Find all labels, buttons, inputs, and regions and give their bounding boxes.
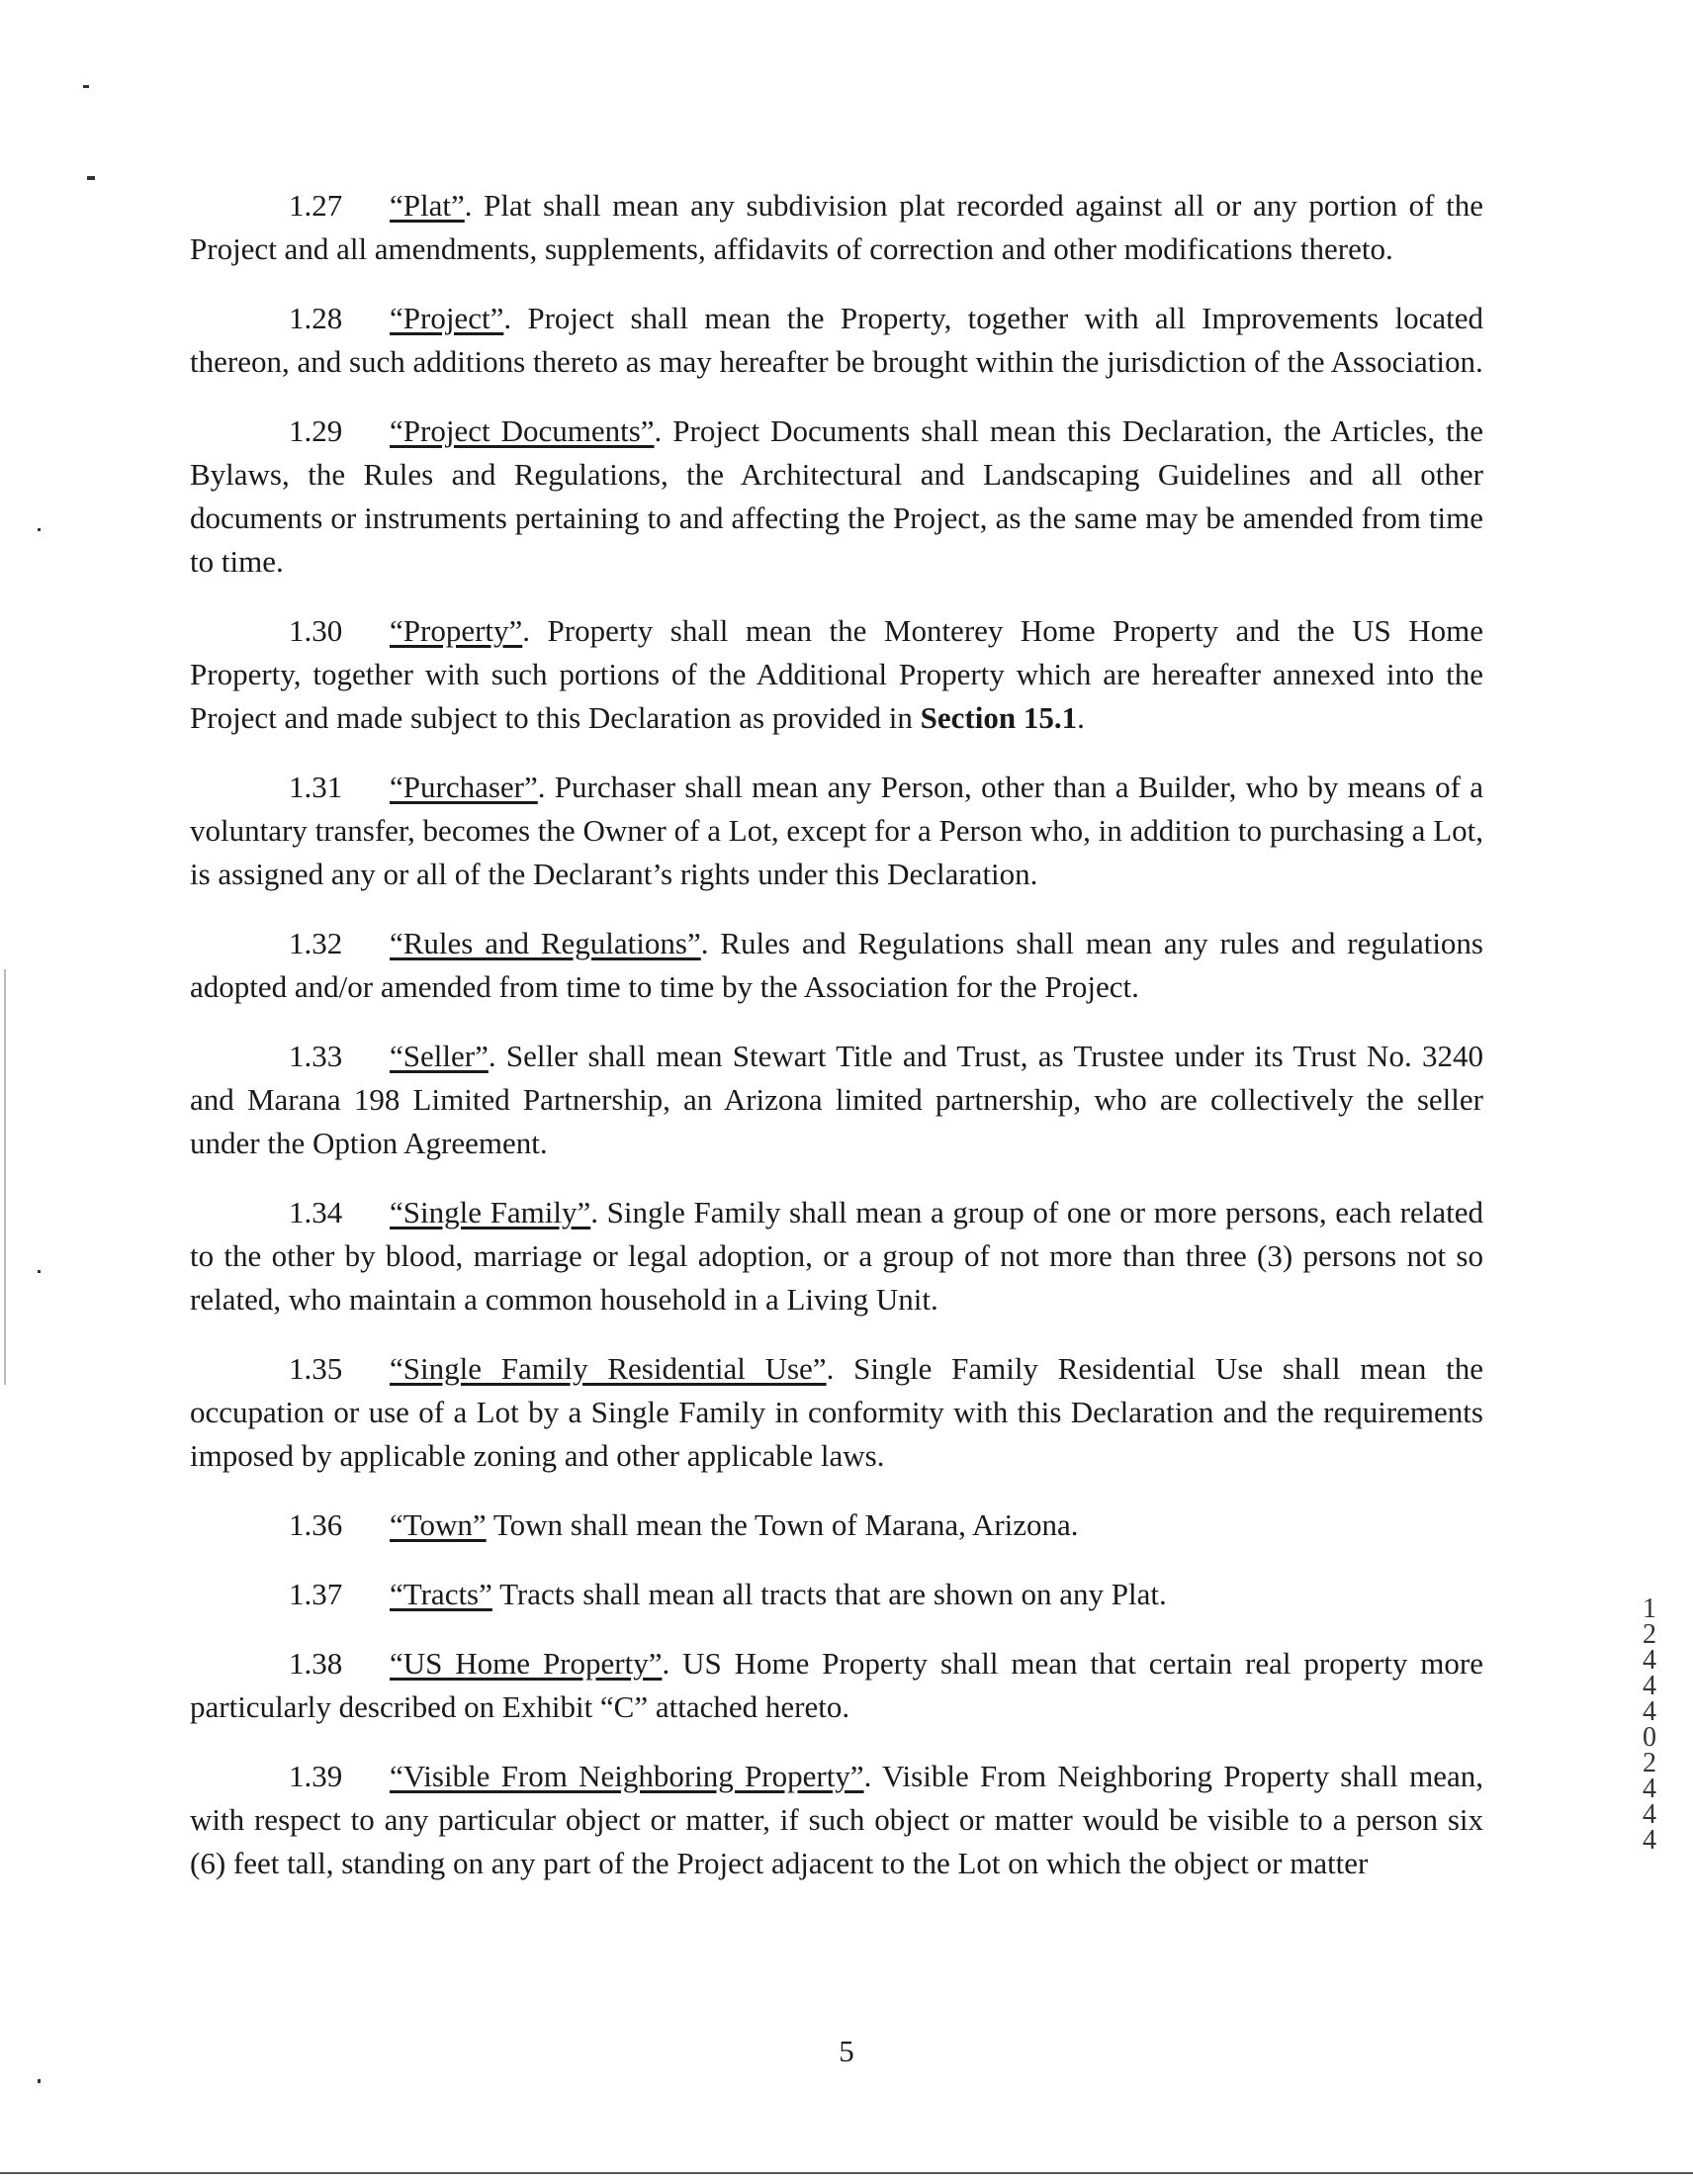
scan-speck: [87, 176, 95, 180]
defined-term: “US Home Property”: [390, 1646, 663, 1681]
defined-term: “Rules and Regulations”: [390, 926, 701, 960]
defined-term: “Project Documents”: [390, 413, 655, 448]
docket-digit: 4: [1643, 1774, 1656, 1804]
section-reference: Section 15.1: [920, 700, 1078, 735]
definition-paragraph: [190, 609, 1483, 740]
defined-term: “Purchaser”: [390, 770, 538, 804]
definition-text: Tracts shall mean all tracts that are shown on any Plat.: [491, 1577, 1167, 1611]
definition-paragraph: [190, 1573, 1483, 1616]
definition-text: . Property shall mean the Monterey Home Property and the US Home Property, together with such portions of the Additional Property which are hereafter annexed into the Project and made subject to this Declaration as provided in: [190, 613, 1483, 735]
docket-digit: 1: [1643, 1593, 1656, 1624]
docket-digit: 0: [1643, 1722, 1656, 1753]
definition-paragraph: [190, 410, 1483, 584]
definition-paragraph: [190, 766, 1483, 896]
definition-paragraph: [190, 1191, 1483, 1321]
definition-paragraph: [190, 1642, 1483, 1729]
definition-paragraph: [190, 1755, 1483, 1885]
section-number: 1.34: [289, 1195, 343, 1229]
section-number: 1.32: [289, 926, 343, 960]
docket-digit: 4: [1643, 1645, 1656, 1676]
scan-speck: [38, 2079, 41, 2083]
scan-speck: [83, 85, 89, 88]
definition-paragraph: [190, 297, 1483, 384]
section-number: 1.37: [289, 1577, 343, 1611]
docket-digit: 4: [1643, 1696, 1656, 1727]
defined-term: “Plat”: [390, 188, 465, 223]
defined-term: “Single Family”: [390, 1195, 591, 1229]
docket-digit: 2: [1643, 1748, 1656, 1778]
definition-text: . Rules and Regulations shall mean any rules and regulations adopted and/or amended from time to time by the Association for the Project.: [190, 926, 1483, 1004]
definition-text: . Single Family shall mean a group of one or more persons, each related to the other by blood, marriage or legal adoption, or a group of not more than three (3) persons not so related, who maintain a common household in a Living Unit.: [190, 1195, 1483, 1317]
section-number: 1.38: [289, 1646, 343, 1681]
definition-paragraph: [190, 184, 1483, 271]
section-number: 1.35: [289, 1351, 343, 1386]
section-number: 1.27: [289, 188, 343, 223]
section-number: 1.31: [289, 770, 343, 804]
defined-term: “Tracts”: [390, 1577, 492, 1611]
definition-text: . Purchaser shall mean any Person, other than a Builder, who by means of a voluntary transfer, becomes the Owner of a Lot, except for a Person who, in addition to purchasing a Lot, is assigned any or all of the Declarant’s rights under this Declaration.: [190, 770, 1483, 891]
defined-term: “Property”: [390, 613, 523, 648]
docket-digit: 4: [1643, 1825, 1656, 1856]
docket-digit: 4: [1643, 1671, 1656, 1701]
section-number: 1.29: [289, 413, 343, 448]
definition-text: . Plat shall mean any subdivision plat recorded against all or any portion of the Project and all amendments, supplements, affidavits of correction and other modifications thereto.: [190, 188, 1483, 266]
section-number: 1.30: [289, 613, 343, 648]
defined-term: “Visible From Neighboring Property”: [390, 1759, 864, 1793]
definition-paragraph: [190, 1503, 1483, 1547]
page-number: 5: [839, 2034, 854, 2068]
definition-paragraph: [190, 1035, 1483, 1165]
docket-number-vertical: [1630, 1593, 1669, 1856]
definition-text: . Project shall mean the Property, together with all Improvements located thereon, and such additions thereto as may hereafter be brought within the jurisdiction of the Association.: [190, 301, 1483, 379]
defined-term: “Project”: [390, 301, 504, 335]
definition-text: Town shall mean the Town of Marana, Arizona.: [486, 1507, 1079, 1542]
defined-term: “Single Family Residential Use”: [390, 1351, 827, 1386]
scan-edge-left: [4, 969, 6, 1385]
scan-edge-bottom: [0, 2172, 1693, 2174]
section-number: 1.28: [289, 301, 343, 335]
definition-paragraph: [190, 1347, 1483, 1478]
section-number: 1.33: [289, 1039, 343, 1073]
document-body: [190, 184, 1483, 1911]
section-number: 1.36: [289, 1507, 343, 1542]
defined-term: “Seller”: [390, 1039, 489, 1073]
definition-text: . Visible From Neighboring Property shall mean, with respect to any particular object or matter, if such object or matter would be visible to a person six (6) feet tall, standing on any part of the Project adjacent to the Lot on which the object or matter: [190, 1759, 1483, 1880]
definition-text: . Project Documents shall mean this Declaration, the Articles, the Bylaws, the Rules and Regulations, the Architectural and Landscaping Guidelines and all other documents or instruments pertaining to and affecting the Project, as the same may be amended from time to time.: [190, 413, 1483, 579]
section-number: 1.39: [289, 1759, 343, 1793]
defined-term: “Town”: [390, 1507, 487, 1542]
docket-digit: 2: [1643, 1619, 1656, 1650]
definition-text: . Seller shall mean Stewart Title and Trust, as Trustee under its Trust No. 3240 and Marana 198 Limited Partnership, an Arizona limited partnership, who are collectively the seller under the Option Agreement.: [190, 1039, 1483, 1160]
docket-digit: 4: [1643, 1799, 1656, 1830]
scan-speck: [38, 528, 41, 531]
definition-text: . Single Family Residential Use shall mean the occupation or use of a Lot by a Single Family in conformity with this Declaration and the requirements imposed by applicable zoning and other applicable laws.: [190, 1351, 1484, 1473]
definition-text: . US Home Property shall mean that certain real property more particularly described on Exhibit “C” attached hereto.: [190, 1646, 1483, 1724]
scan-speck: [38, 1270, 41, 1273]
definition-paragraph: [190, 922, 1483, 1009]
definition-tail: .: [1077, 700, 1085, 735]
